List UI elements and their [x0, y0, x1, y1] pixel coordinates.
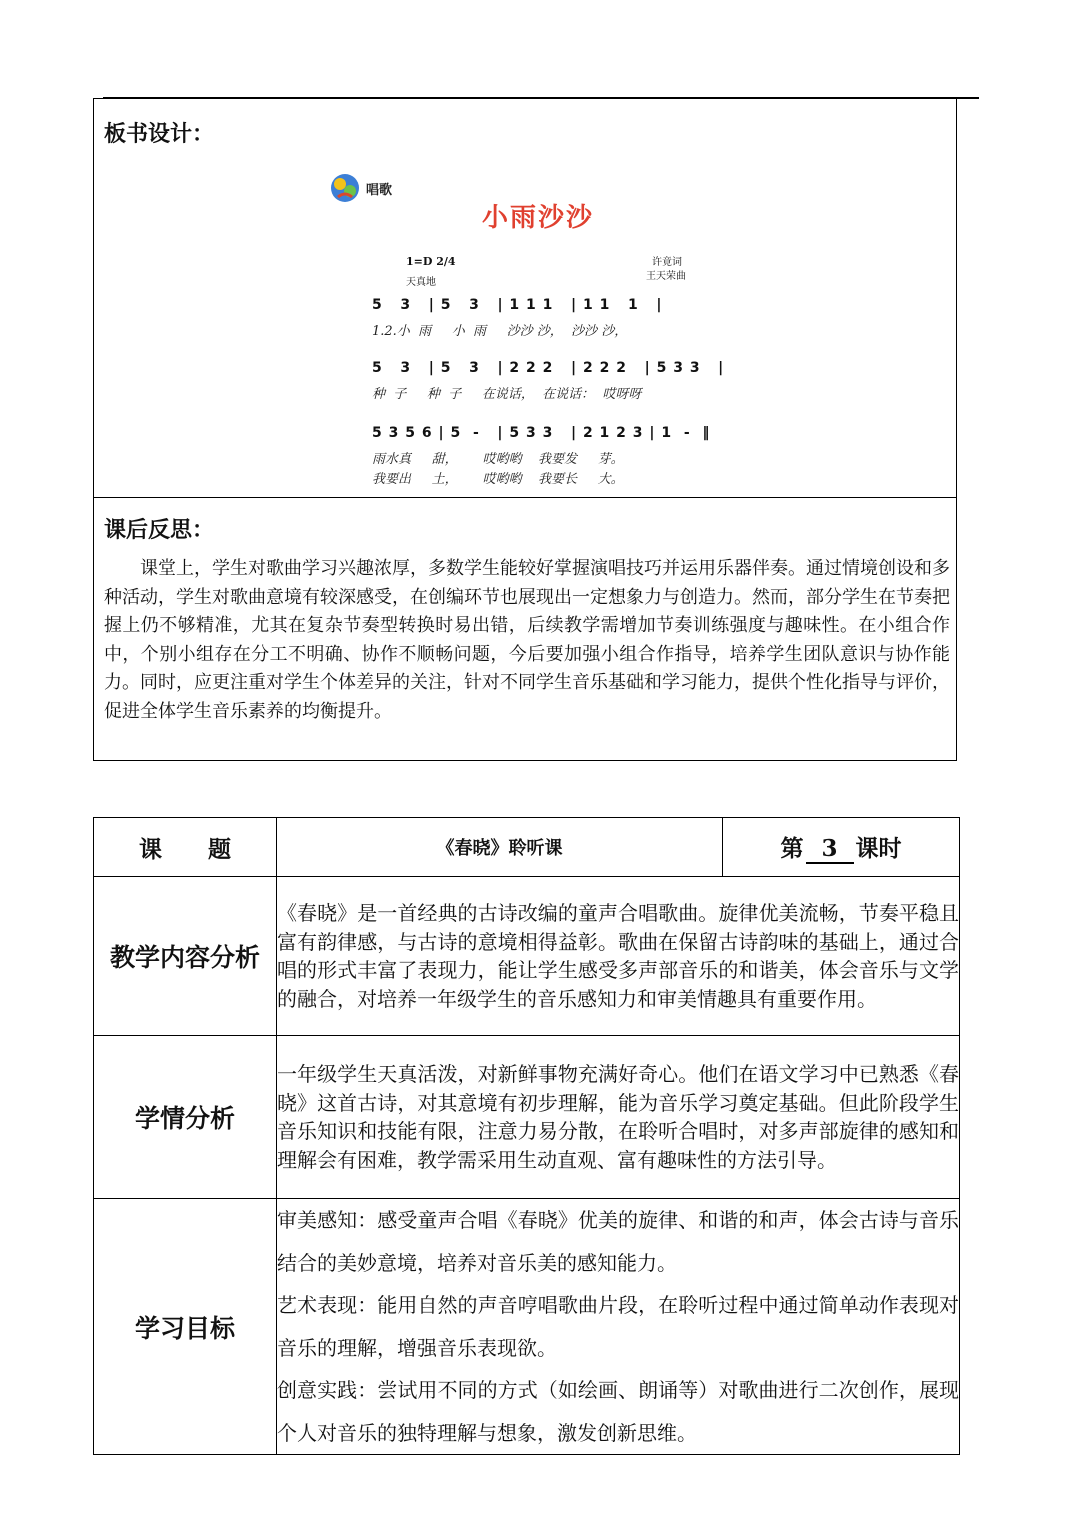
lyricist: 许竟词 — [652, 257, 682, 268]
section-divider — [94, 497, 956, 498]
song-title: 小雨沙沙 — [482, 203, 595, 233]
lesson-period — [723, 818, 960, 877]
music-kids-icon — [328, 171, 362, 205]
reflection-text: 课堂上，学生对歌曲学习兴趣浓厚，多数学生能较好掌握演唱技巧并运用乐器伴奏。通过情境创设和多种活动，学生对歌曲意境有较深感受，在创编环节也展现出一定想象力与创造力。然而，部分学生在节奏把握上仍不够精准，尤其在复杂节奏型转换时易出错，后续教学需增加节奏训练强度与趣味性。在小组合作中，个别小组存在分工不明确、协作不顺畅问题，今后要加强小组合作指导，培养学生团队意识与协作能力。同时，应更注重对学生个体差异的关注，针对不同学生音乐基础和学习能力，提供个性化指导与评价，促进全体学生音乐素养的均衡提升。 — [104, 558, 950, 722]
lyrics-row-1: 1.2.小 雨 小 雨 沙沙 沙， 沙沙 沙， — [372, 324, 628, 339]
lyrics-row-2: 种 子 种 子 在说话， 在说话： 哎呀呀 — [372, 387, 642, 402]
composer: 王天荣曲 — [646, 271, 686, 282]
notation-row-1: 5 3 | 5 3 | 1 1 1 | 1 1 1 | — [372, 297, 663, 313]
goal-creative: 创意实践：尝试用不同的方式（如绘画、朗诵等）对歌曲进行二次创作，展现个人对音乐的独特理解与想象，激发创新思维。 — [277, 1378, 959, 1445]
period-suffix: 课时 — [855, 835, 902, 862]
content-analysis-text: 《春晓》是一首经典的古诗改编的童声合唱歌曲。旋律优美流畅，节奏平稳且富有韵律感，与古诗的意境相得益彰。歌曲在保留古诗韵味的基础上，通过合唱的形式丰富了表现力，能让学生感受多声部音乐的和谐美，体会音乐与文学的融合，对培养一年级学生的音乐感知力和审美情趣具有重要作用。 — [277, 877, 960, 1036]
song-score — [322, 167, 725, 489]
tempo-marking: 天真地 — [406, 277, 436, 288]
singing-badge: 唱歌 — [366, 183, 393, 198]
goal-aesthetic: 审美感知：感受童声合唱《春晓》优美的旋律、和谐的和声，体会古诗与音乐结合的美妙意境，培养对音乐美的感知能力。 — [277, 1208, 959, 1275]
lyrics-row-3a: 雨水真 甜， 哎哟哟 我要发 芽。 — [372, 452, 624, 467]
learning-goals — [277, 1199, 960, 1455]
lesson-plan-table — [93, 817, 960, 1455]
notation-row-3: 5 3 5 6 | 5 - | 5 3 3 | 2 1 2 3 | 1 - ‖ — [372, 425, 711, 441]
period-prefix: 第 — [780, 835, 804, 862]
topic-label: 课 题 — [94, 818, 277, 877]
student-analysis-label: 学情分析 — [94, 1036, 277, 1199]
board-and-reflection-box — [93, 98, 957, 761]
notation-row-2: 5 3 | 5 3 | 2 2 2 | 2 2 2 | 5 3 3 | — [372, 360, 725, 376]
goal-expression: 艺术表现：能用自然的声音哼唱歌曲片段，在聆听过程中通过简单动作表现对音乐的理解，增强音乐表现欲。 — [277, 1293, 959, 1360]
period-number: 3 — [806, 835, 854, 864]
key-signature: 1=D 2/4 — [406, 255, 456, 268]
topic-value: 《春晓》聆听课 — [277, 818, 723, 877]
student-analysis-text: 一年级学生天真活泼，对新鲜事物充满好奇心。他们在语文学习中已熟悉《春晓》这首古诗，对其意境有初步理解，能为音乐学习奠定基础。但此阶段学生音乐知识和技能有限，注意力易分散，在聆听合唱时，对多声部旋律的感知和理解会有困难，教学需采用生动直观、富有趣味性的方法引导。 — [277, 1036, 960, 1199]
content-analysis-label: 教学内容分析 — [94, 877, 277, 1036]
board-design-title: 板书设计： — [104, 121, 215, 147]
lyrics-row-3b: 我要出 土， 哎哟哟 我要长 大。 — [372, 472, 624, 487]
reflection-title: 课后反思： — [104, 517, 215, 543]
learning-goals-label: 学习目标 — [94, 1199, 277, 1455]
